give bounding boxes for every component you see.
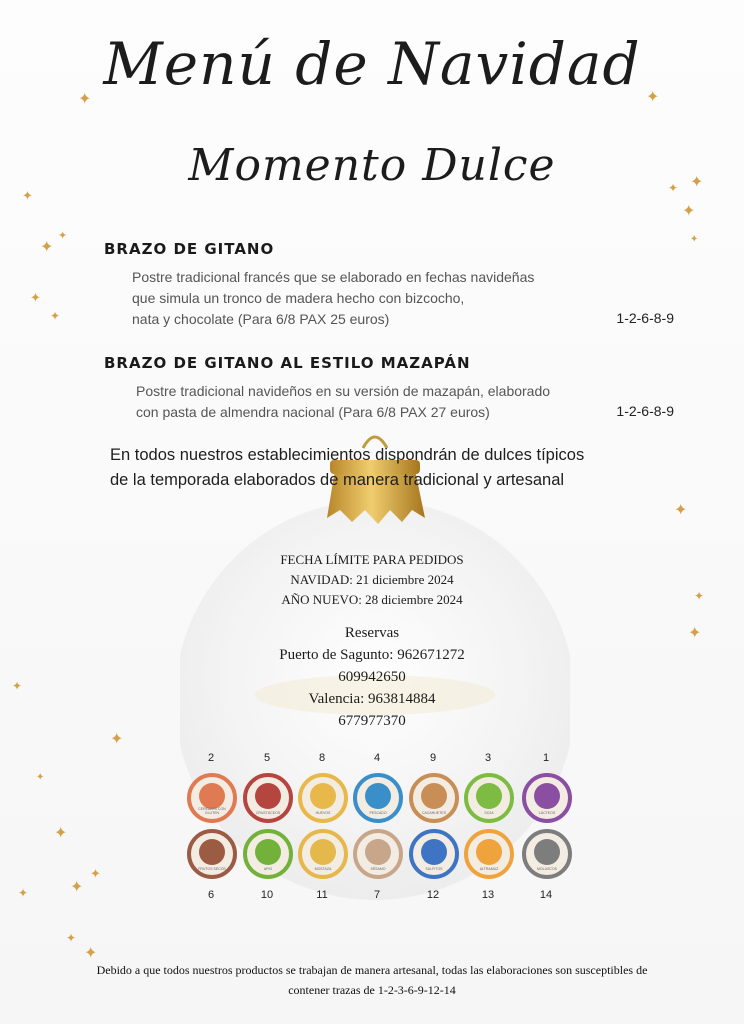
sparkle-icon: ✦ bbox=[688, 625, 702, 642]
description-line: con pasta de almendra nacional (Para 6/8 PAX 27 euros) bbox=[136, 404, 490, 420]
sparkle-icon: ✦ bbox=[110, 731, 124, 748]
allergen-codes: 1-2-6-8-9 bbox=[616, 403, 674, 419]
description-line: Postre tradicional navideños en su versión de mazapán, elaborado bbox=[136, 383, 551, 399]
sparkle-icon: ✦ bbox=[694, 589, 705, 603]
seasonal-note bbox=[110, 443, 670, 493]
sparkle-icon: ✦ bbox=[58, 230, 68, 242]
wheat-icon: CEREALES CON GLUTEN bbox=[187, 773, 237, 823]
phone-line: 609942650 bbox=[338, 669, 406, 685]
menu-subtitle: Momento Dulce bbox=[188, 140, 556, 191]
disclaimer-line: contener trazas de 1-2-3-6-9-12-14 bbox=[288, 983, 456, 997]
dessert-description bbox=[132, 267, 534, 330]
deadline-navidad: NAVIDAD: 21 diciembre 2024 bbox=[290, 572, 454, 587]
soy-icon: SOJA bbox=[464, 773, 514, 823]
allergen-number: 6 bbox=[207, 889, 215, 901]
peanut-icon: CACAHUETES bbox=[409, 773, 459, 823]
sparkle-icon: ✦ bbox=[22, 188, 33, 203]
allergen-number: 2 bbox=[207, 752, 215, 764]
celery-icon: APIO bbox=[243, 829, 293, 879]
allergen-number: 7 bbox=[373, 889, 381, 901]
milk-icon: LÁCTEOS bbox=[522, 773, 572, 823]
allergen-number: 9 bbox=[429, 752, 437, 764]
nut-icon: FRUTOS SECOS bbox=[187, 829, 237, 879]
allergen-number: 14 bbox=[539, 889, 553, 901]
dessert-description bbox=[136, 381, 550, 423]
description-line: que simula un tronco de madera hecho con bizcocho, bbox=[132, 290, 465, 306]
fish-icon: PESCADO bbox=[353, 773, 403, 823]
sesame-icon: SÉSAMO bbox=[353, 829, 403, 879]
phone-line: Valencia: 963814884 bbox=[308, 691, 436, 707]
allergen-number: 1 bbox=[542, 752, 550, 764]
sparkle-icon: ✦ bbox=[70, 879, 84, 896]
shrimp-icon: CRUSTÁCEOS bbox=[243, 773, 293, 823]
sparkle-icon: ✦ bbox=[40, 239, 54, 256]
allergen-number: 5 bbox=[263, 752, 271, 764]
shell-icon: MOLUSCOS bbox=[522, 829, 572, 879]
sparkle-icon: ✦ bbox=[682, 203, 696, 220]
allergen-number: 4 bbox=[373, 752, 381, 764]
sparkle-icon: ✦ bbox=[36, 772, 45, 783]
phone-line: 677977370 bbox=[338, 713, 406, 729]
sparkle-icon: ✦ bbox=[12, 679, 23, 693]
note-line: de la temporada elaborados de manera tradicional y artesanal bbox=[110, 471, 565, 489]
sparkle-icon: ✦ bbox=[50, 309, 61, 323]
deadline-heading: FECHA LÍMITE PARA PEDIDOS bbox=[280, 552, 464, 567]
phone-line: Puerto de Sagunto: 962671272 bbox=[279, 647, 465, 663]
sparkle-icon: ✦ bbox=[646, 89, 660, 106]
allergen-disclaimer bbox=[24, 960, 720, 1000]
sparkle-icon: ✦ bbox=[30, 290, 41, 305]
note-line: En todos nuestros establecimientos dispondrán de dulces típicos bbox=[110, 446, 585, 464]
allergen-number: 3 bbox=[484, 752, 492, 764]
allergen-codes: 1-2-6-8-9 bbox=[616, 310, 674, 326]
dessert-name: BRAZO DE GITANO AL ESTILO MAZAPÁN bbox=[104, 354, 471, 372]
deadline-ano-nuevo: AÑO NUEVO: 28 diciembre 2024 bbox=[281, 592, 463, 607]
disclaimer-line: Debido a que todos nuestros productos se trabajan de manera artesanal, todas las elaboraciones son susceptibles de bbox=[96, 963, 648, 977]
sparkle-icon: ✦ bbox=[690, 234, 699, 245]
reservations-heading: Reservas bbox=[344, 625, 400, 641]
sparkle-icon: ✦ bbox=[690, 174, 704, 191]
description-line: Postre tradicional francés que se elaborado en fechas navideñas bbox=[132, 269, 535, 285]
sparkle-icon: ✦ bbox=[674, 502, 688, 519]
sparkle-icon: ✦ bbox=[66, 931, 77, 945]
egg-icon: HUEVOS bbox=[298, 773, 348, 823]
sparkle-icon: ✦ bbox=[668, 181, 679, 195]
allergen-number: 13 bbox=[481, 889, 495, 901]
description-line: nata y chocolate (Para 6/8 PAX 25 euros) bbox=[132, 311, 390, 327]
order-deadline bbox=[0, 550, 744, 610]
dessert-name: BRAZO DE GITANO bbox=[104, 240, 275, 258]
sulphite-icon: SULFITOS bbox=[409, 829, 459, 879]
mustard-icon: MOSTAZA bbox=[298, 829, 348, 879]
allergen-number: 8 bbox=[318, 752, 326, 764]
reservations bbox=[0, 622, 744, 732]
sparkle-icon: ✦ bbox=[84, 945, 98, 962]
sparkle-icon: ✦ bbox=[18, 886, 29, 900]
allergen-number: 11 bbox=[316, 889, 328, 901]
menu-title: Menú de Navidad bbox=[103, 30, 641, 98]
allergen-number: 12 bbox=[426, 889, 440, 901]
allergen-number: 10 bbox=[260, 889, 274, 901]
sparkle-icon: ✦ bbox=[54, 825, 68, 842]
lupin-icon: ALTRAMUZ bbox=[464, 829, 514, 879]
sparkle-icon: ✦ bbox=[78, 91, 92, 108]
sparkle-icon: ✦ bbox=[90, 866, 101, 881]
